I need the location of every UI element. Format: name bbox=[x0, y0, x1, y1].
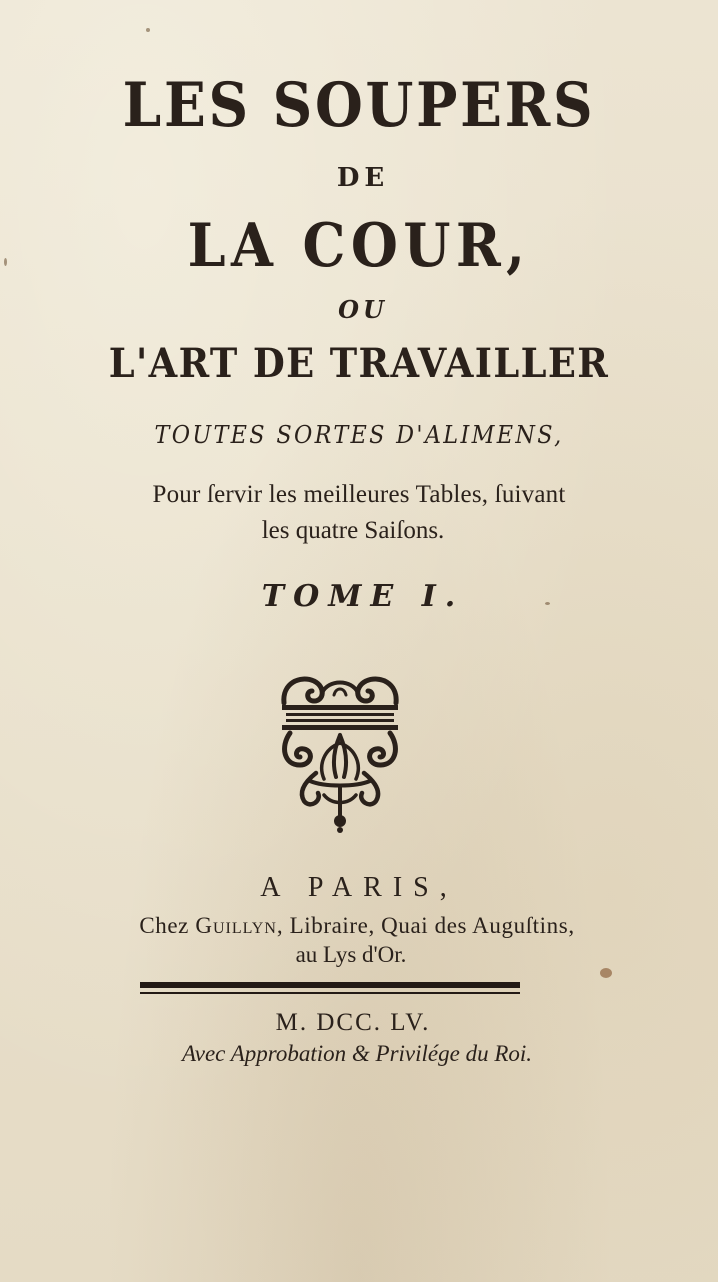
imprint-address: au Lys d'Or. bbox=[295, 942, 407, 967]
divider-rule-thin bbox=[140, 992, 520, 994]
title-line-2: DE bbox=[336, 163, 390, 193]
fleuron-ornament-icon bbox=[276, 669, 404, 835]
subtitle: TOUTES SORTES D'ALIMENS, bbox=[154, 421, 564, 449]
privilege-statement: Avec Approbation & Privilége du Roi. bbox=[181, 1041, 533, 1066]
divider-rule-thick bbox=[140, 982, 520, 988]
volume-label: TOME I. bbox=[261, 579, 465, 614]
imprint-city: A PARIS, bbox=[260, 872, 458, 903]
paper-speck bbox=[146, 28, 150, 32]
description-line-1: Pour ſervir les meilleures Tables, ſuivant bbox=[152, 481, 566, 508]
title-line-3: LA COUR, bbox=[187, 211, 531, 281]
description-line-2: les quatre Saiſons. bbox=[261, 517, 445, 544]
imprint-publisher bbox=[0, 913, 716, 939]
title-line-4: OU bbox=[338, 295, 388, 324]
paper-speck bbox=[4, 258, 7, 266]
publication-year: M. DCC. LV. bbox=[275, 1009, 431, 1036]
publisher-name: Guillyn bbox=[195, 913, 277, 938]
title-line-1: LES SOUPERS bbox=[122, 70, 596, 141]
publisher-prefix: Chez bbox=[139, 913, 189, 938]
paper-stain bbox=[600, 968, 612, 978]
publisher-suffix: , Libraire, Quai des Auguſtins, bbox=[276, 913, 575, 938]
title-line-5: L'ART DE TRAVAILLER bbox=[108, 340, 610, 387]
